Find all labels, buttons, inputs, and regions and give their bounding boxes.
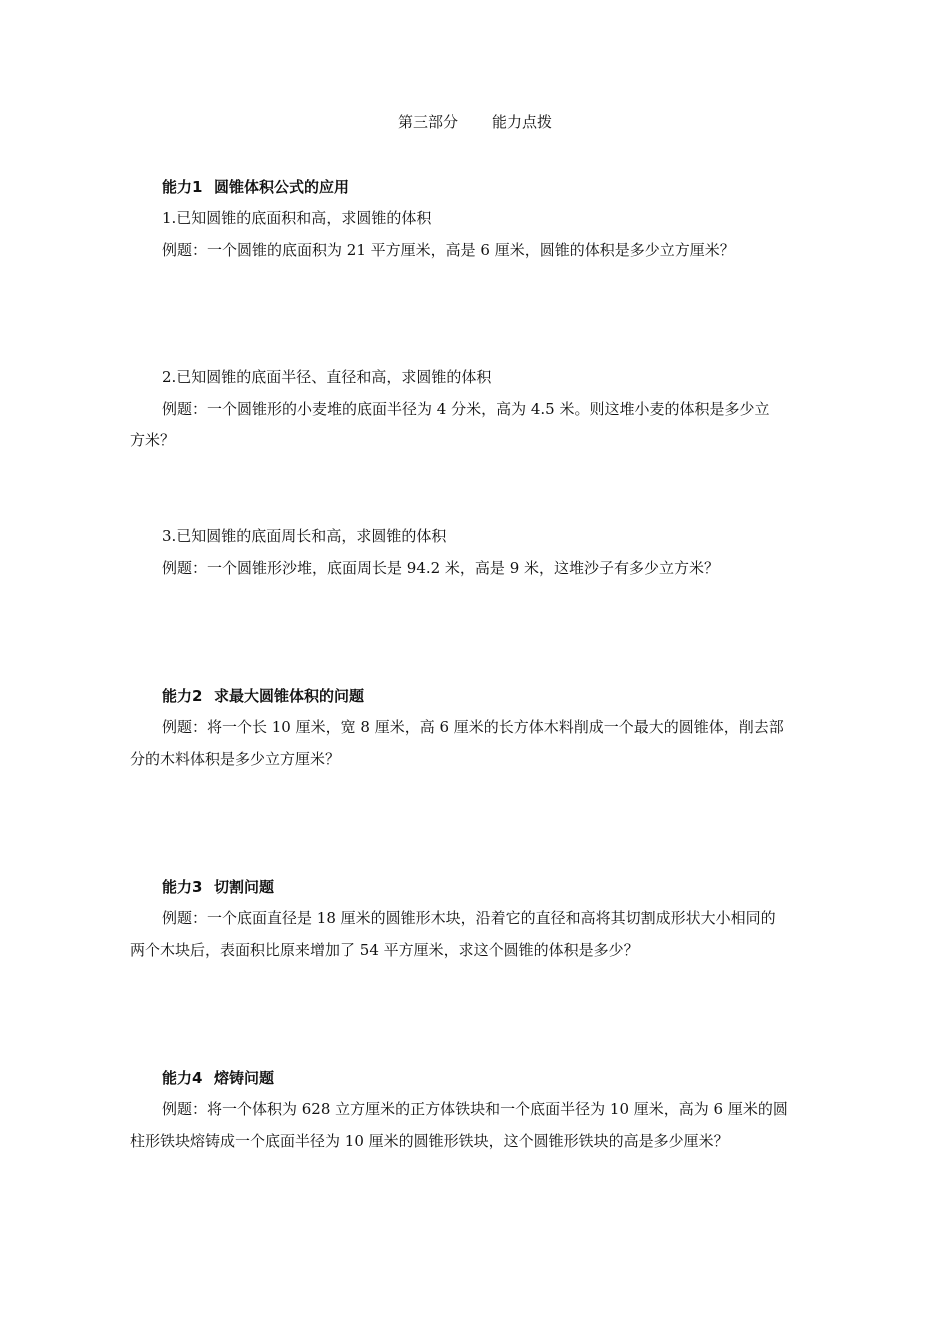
section-heading-3 [162, 877, 274, 897]
example-3-line-1: 例题：一个底面直径是 18 厘米的圆锥形木块，沿着它的直径和高将其切割成形状大小相同的 [162, 909, 776, 927]
example-1-1-line-1: 例题：一个圆锥的底面积为 21 平方厘米，高是 6 厘米，圆锥的体积是多少立方厘米？ [162, 241, 735, 259]
page-title-part: 第三部分 [397, 113, 458, 131]
subtitle-1-3: 3.已知圆锥的底面周长和高，求圆锥的体积 [162, 527, 447, 545]
example-1-2-line-1: 例题：一个圆锥形的小麦堆的底面半径为 4 分米，高为 4.5 米。则这堆小麦的体积是多少立 [162, 400, 770, 418]
section-number: 2 [192, 687, 203, 705]
section-label: 能力 [162, 878, 193, 896]
example-4-line-1: 例题：将一个体积为 628 立方厘米的正方体铁块和一个底面半径为 10 厘米，高为 6 厘米的圆 [162, 1100, 788, 1118]
section-number: 1 [192, 178, 203, 196]
section-label: 能力 [162, 178, 193, 196]
section-number: 4 [192, 1069, 203, 1087]
example-3-line-2: 两个木块后，表面积比原来增加了 54 平方厘米，求这个圆锥的体积是多少？ [130, 941, 639, 959]
example-4-line-2: 柱形铁块熔铸成一个底面半径为 10 厘米的圆锥形铁块，这个圆锥形铁块的高是多少厘米？ [130, 1132, 729, 1150]
section-heading-4 [162, 1068, 274, 1088]
section-number: 3 [192, 878, 203, 896]
example-1-2-line-2: 方米？ [130, 431, 176, 449]
page-title-topic: 能力点拨 [492, 113, 553, 131]
section-title: 切割问题 [214, 878, 275, 896]
example-2-line-2: 分的木料体积是多少立方厘米？ [130, 750, 341, 768]
example-2-line-1: 例题：将一个长 10 厘米，宽 8 厘米，高 6 厘米的长方体木料削成一个最大的圆锥体，削去部 [162, 718, 784, 736]
section-title: 熔铸问题 [214, 1069, 275, 1087]
section-title: 圆锥体积公式的应用 [214, 178, 350, 196]
page-title [0, 112, 950, 132]
subtitle-1-2: 2.已知圆锥的底面半径、直径和高，求圆锥的体积 [162, 368, 492, 386]
subtitle-1-1: 1.已知圆锥的底面积和高，求圆锥的体积 [162, 209, 432, 227]
example-1-3-line-1: 例题：一个圆锥形沙堆，底面周长是 94.2 米，高是 9 米，这堆沙子有多少立方米？ [162, 559, 720, 577]
section-heading-2 [162, 686, 364, 706]
section-title: 求最大圆锥体积的问题 [214, 687, 365, 705]
section-label: 能力 [162, 1069, 193, 1087]
section-label: 能力 [162, 687, 193, 705]
section-heading-1 [162, 177, 349, 197]
